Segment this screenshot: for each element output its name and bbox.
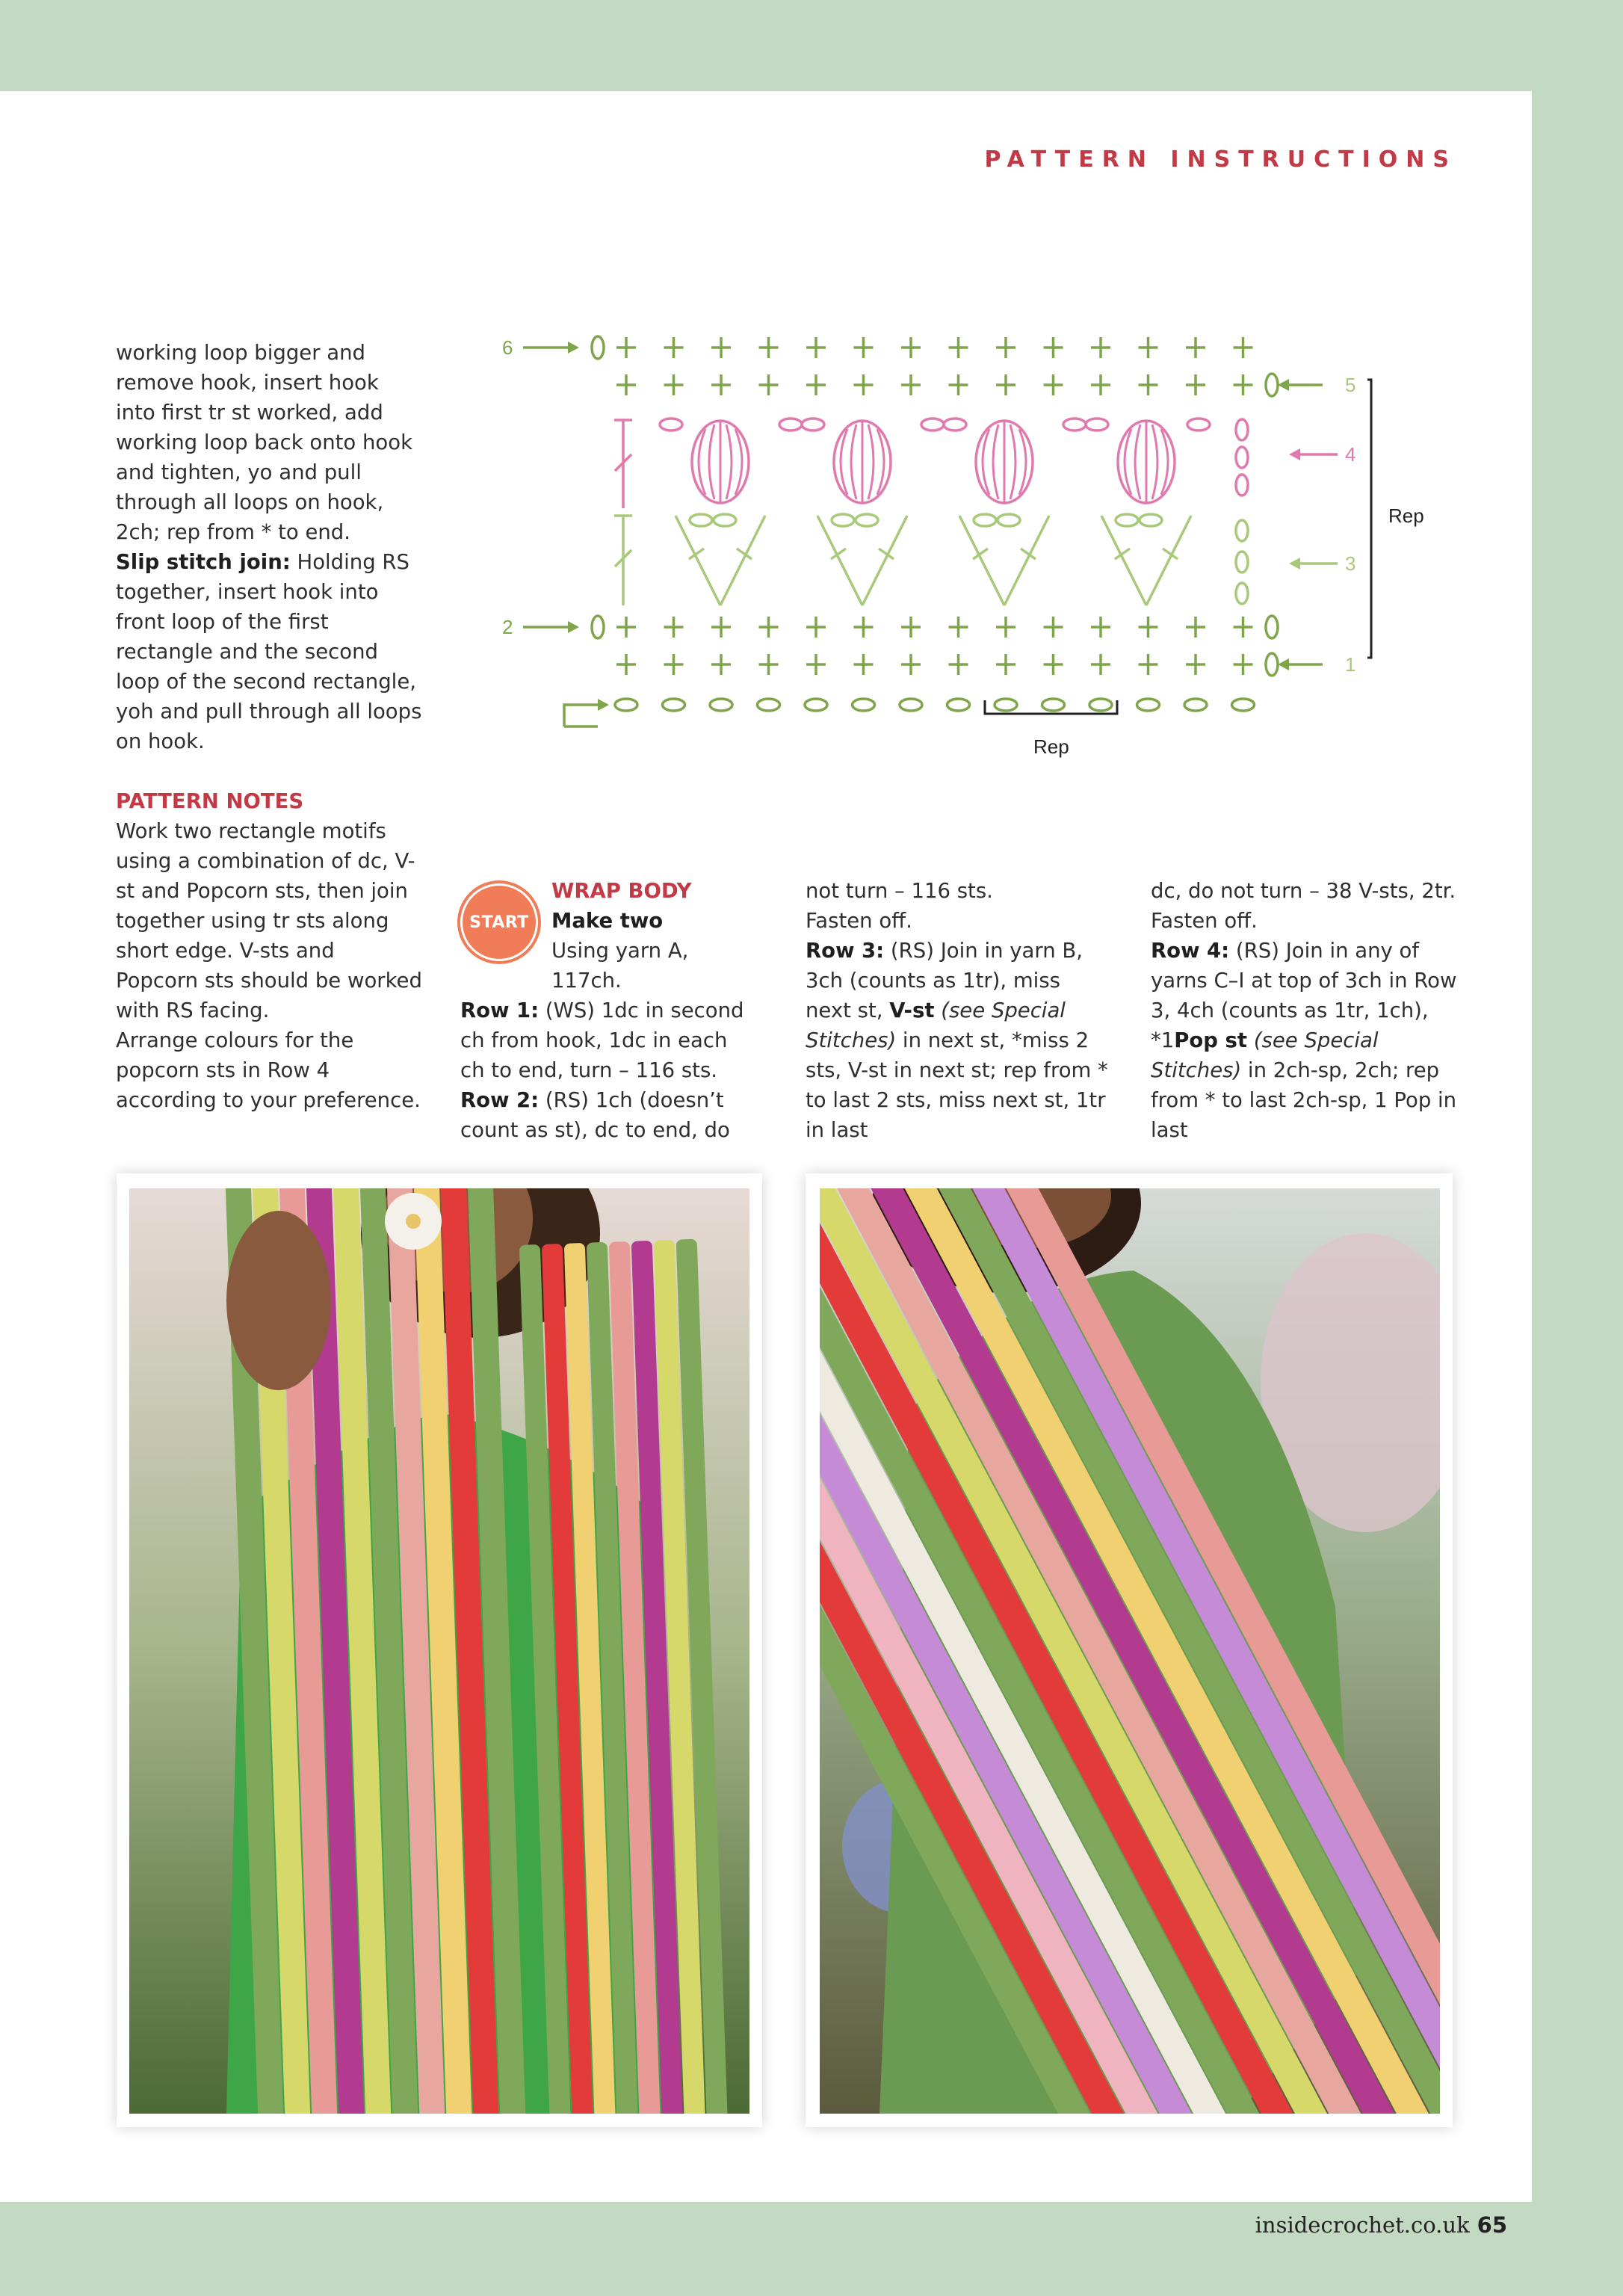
chart-symbol — [1091, 337, 1110, 358]
chart-symbol — [1089, 699, 1112, 711]
chart-symbol — [664, 654, 684, 675]
chart-symbol — [1186, 617, 1205, 638]
slip-text: Holding RS together, insert hook into front loop of the first rectangle and the second loop of the second rectangle, yoh and pull through all loops on hook. — [116, 550, 422, 753]
chart-symbol — [854, 654, 874, 675]
chart-symbol — [901, 654, 921, 675]
vst-ref: (see Special Stitches) — [806, 999, 1066, 1052]
chart-symbol — [616, 617, 636, 638]
page-number: 65 — [1477, 2212, 1507, 2238]
row-2-text: (RS) 1ch (doesn’t count as st), dc to end, do — [460, 1088, 730, 1142]
chart-symbol — [616, 337, 636, 358]
make-two-subtitle: Make two — [551, 909, 664, 933]
chart-symbol — [1234, 654, 1253, 675]
column-2 — [460, 876, 752, 1145]
chart-symbol — [1044, 617, 1063, 638]
chart-symbol — [806, 654, 826, 675]
column-3 — [806, 876, 1112, 1145]
row-label-5: 5 — [1345, 374, 1356, 396]
chart-symbol — [1139, 337, 1158, 358]
row-2-instruction — [460, 1085, 752, 1145]
row-3-text-2: in next st, *miss 2 sts, V-st in next st; rep from * to last 2 sts, miss next st, 1tr in last — [806, 1028, 1108, 1142]
chart-symbol — [949, 374, 968, 395]
chart-symbol — [759, 654, 779, 675]
continuation: not turn – 116 sts. — [806, 879, 993, 903]
chart-symbol — [759, 374, 779, 395]
chart-symbol — [663, 699, 685, 711]
chart-symbol — [806, 617, 826, 638]
photo-illustration-left — [129, 1188, 749, 2114]
column-4 — [1151, 876, 1465, 1145]
chart-symbol — [758, 699, 780, 711]
chart-symbol — [854, 374, 874, 395]
chart-symbol — [664, 617, 684, 638]
chart-symbol — [1137, 699, 1160, 711]
chart-symbol — [806, 374, 826, 395]
chart-symbol — [711, 337, 731, 358]
photo-illustration-right — [820, 1188, 1440, 2114]
chart-symbol — [949, 617, 968, 638]
chart-symbol — [995, 699, 1017, 711]
chart-symbol — [1091, 617, 1110, 638]
chart-symbol — [1139, 374, 1158, 395]
start-badge: START — [457, 880, 541, 964]
row-3-label: Row 3: — [806, 939, 885, 963]
chart-symbol — [1139, 654, 1158, 675]
row-label-1: 1 — [1345, 653, 1356, 676]
chart-symbol — [802, 419, 824, 430]
row-2-label: Row 2: — [460, 1088, 540, 1112]
chart-symbol — [1187, 419, 1210, 430]
chart-symbol — [1234, 337, 1253, 358]
chart-symbol — [660, 419, 682, 430]
chart-symbol — [944, 419, 966, 430]
website: insidecrochet.co.uk — [1255, 2212, 1470, 2238]
chart-symbol — [664, 374, 684, 395]
chart-symbol — [616, 374, 636, 395]
chart-symbol — [615, 699, 637, 711]
chart-symbol — [949, 654, 968, 675]
row-1-text: (WS) 1dc in second ch from hook, 1dc in each ch to end, turn – 116 sts. — [460, 999, 744, 1082]
chart-symbol — [854, 337, 874, 358]
row-label-4: 4 — [1345, 443, 1356, 466]
rep-bottom-label: Rep — [1033, 735, 1069, 758]
photo-woman-wrap-side — [820, 1188, 1440, 2114]
row-label-2: 2 — [502, 616, 513, 638]
paragraph: working loop bigger and remove hook, insert hook into first tr st worked, add working loop back onto hook and tighten, yo and pull through all loops on hook, 2ch; rep from * to end. — [116, 341, 413, 544]
row-3-text: (RS) Join in yarn B, 3ch (counts as 1tr), miss next st, — [806, 939, 1083, 1022]
chart-symbol — [1184, 699, 1207, 711]
paragraph: Work two rectangle motifs using a combination of dc, V-st and Popcorn sts, then join together using tr sts along short edge. V-sts and Popcorn sts should be worked with RS facing. — [116, 819, 422, 1022]
chart-symbol — [901, 337, 921, 358]
chart-symbol — [664, 337, 684, 358]
row-4-text: (RS) Join in any of yarns C–I at top of 3ch in Row 3, 4ch (counts as 1tr, 1ch), *1 — [1151, 939, 1457, 1052]
chart-symbol — [759, 337, 779, 358]
row-1-instruction — [460, 996, 752, 1085]
section-header: PATTERN INSTRUCTIONS — [984, 146, 1457, 173]
chart-symbol — [805, 699, 827, 711]
chart-symbol — [1063, 419, 1086, 430]
chart-symbol — [1186, 374, 1205, 395]
fasten-off: Fasten off. — [806, 909, 912, 933]
crochet-chart — [493, 329, 1465, 777]
chart-symbol — [901, 374, 921, 395]
chart-symbol — [854, 617, 874, 638]
chart-symbol — [1091, 654, 1110, 675]
chart-symbol — [711, 617, 731, 638]
chart-symbol — [996, 617, 1015, 638]
chart-symbol — [1234, 617, 1253, 638]
vst-label: V-st — [889, 999, 935, 1022]
pop-label: Pop st — [1174, 1028, 1248, 1052]
wrap-body-title: WRAP BODY — [551, 879, 692, 903]
chart-symbol — [996, 337, 1015, 358]
chart-symbol — [1044, 337, 1063, 358]
notes-title: PATTERN NOTES — [116, 789, 304, 813]
photo-woman-wrap-front — [129, 1188, 749, 2114]
rep-side-label: Rep — [1388, 504, 1424, 527]
chart-symbol — [779, 419, 802, 430]
chart-symbol — [996, 374, 1015, 395]
row-4-label: Row 4: — [1151, 939, 1230, 963]
chart-symbol — [1086, 419, 1108, 430]
paragraph: Arrange colours for the popcorn sts in Row 4 according to your preference. — [116, 1028, 421, 1112]
paragraph — [116, 547, 422, 756]
chart-symbol — [947, 699, 970, 711]
chart-symbol — [1091, 374, 1110, 395]
continuation: dc, do not turn – 38 V-sts, 2tr. — [1151, 879, 1456, 903]
chart-symbol — [759, 617, 779, 638]
row-3-instruction — [806, 936, 1112, 1145]
chart-symbol — [949, 337, 968, 358]
chart-symbol — [616, 654, 636, 675]
chart-symbol — [1044, 654, 1063, 675]
chart-symbol — [711, 654, 731, 675]
row-4-text-2: in 2ch-sp, 2ch; rep from * to last 2ch-sp, 1 Pop in last — [1151, 1058, 1457, 1142]
chart-symbol — [1232, 699, 1255, 711]
row-label-3: 3 — [1345, 552, 1356, 575]
pop-ref: (see Special Stitches) — [1151, 1028, 1379, 1082]
chart-symbol — [1186, 654, 1205, 675]
chart-symbol — [1186, 337, 1205, 358]
column-1 — [116, 338, 422, 1115]
chart-symbol — [900, 699, 922, 711]
chart-symbol — [711, 374, 731, 395]
chart-symbol — [710, 699, 732, 711]
row-label-6: 6 — [502, 336, 513, 359]
chart-symbol — [853, 699, 875, 711]
page-footer — [1255, 2212, 1507, 2238]
row-4-instruction — [1151, 936, 1465, 1145]
chart-symbol — [901, 617, 921, 638]
chart-symbol — [1044, 374, 1063, 395]
chart-symbol — [1042, 699, 1065, 711]
chart-symbol — [1139, 617, 1158, 638]
row-1-label: Row 1: — [460, 999, 540, 1022]
yarn-instruction: Using yarn A, 117ch. — [551, 939, 689, 993]
fasten-off: Fasten off. — [1151, 909, 1258, 933]
chart-symbol — [996, 654, 1015, 675]
slip-label: Slip stitch join: — [116, 550, 291, 574]
chart-symbol — [1234, 374, 1253, 395]
chart-symbol — [921, 419, 944, 430]
chart-symbol — [806, 337, 826, 358]
